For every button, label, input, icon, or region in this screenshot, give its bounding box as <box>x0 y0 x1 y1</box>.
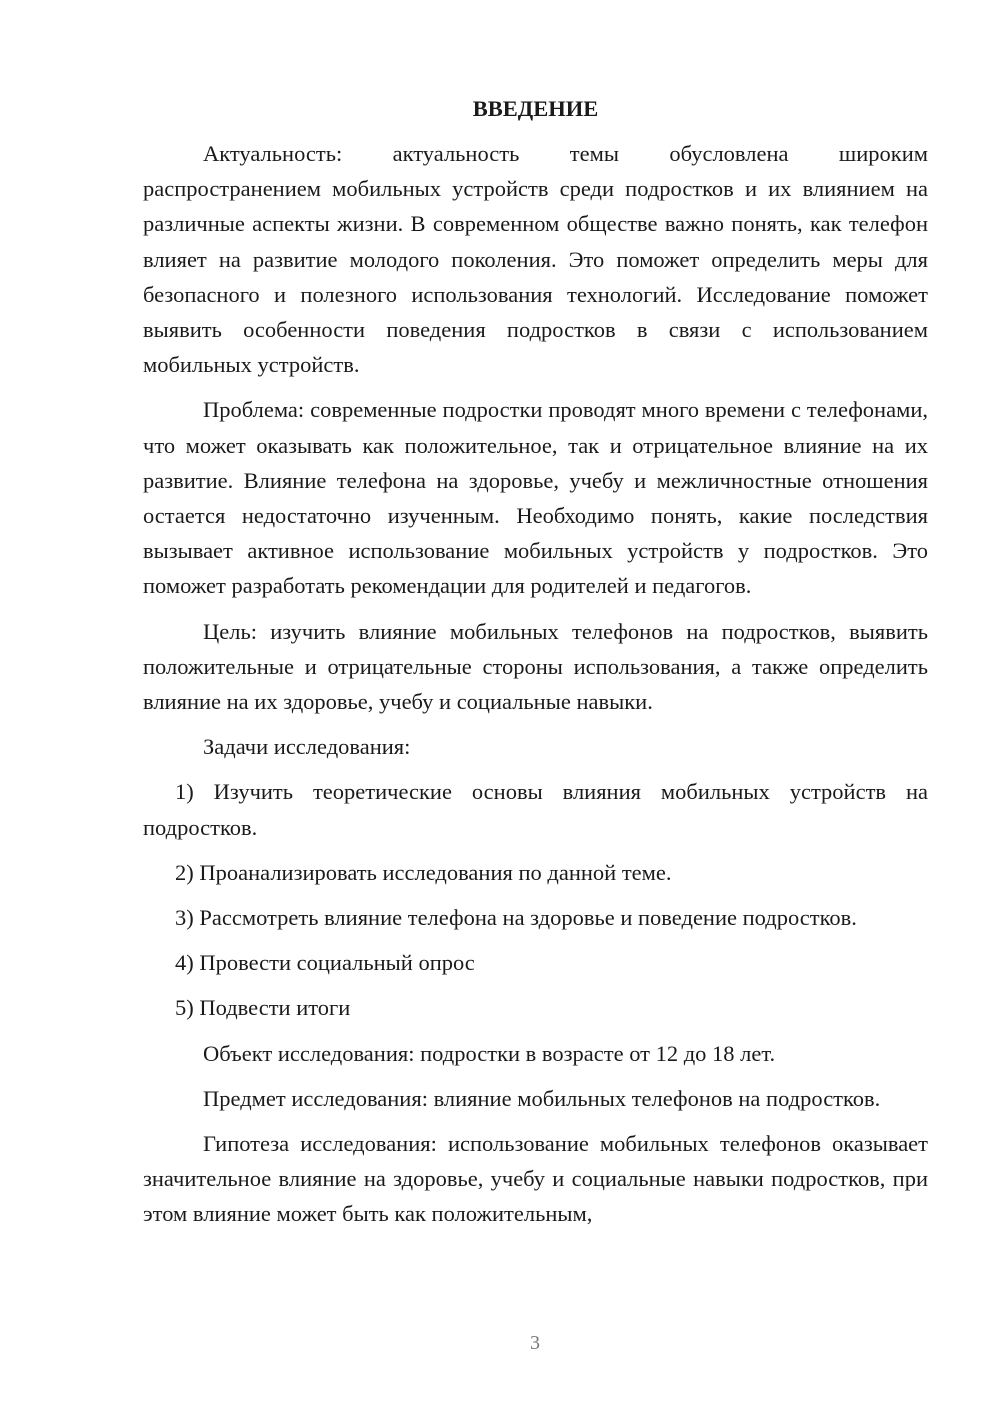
document-page <box>143 92 928 1242</box>
paragraph-object: Объект исследования: подростки в возрасте от 12 до 18 лет. <box>203 1040 776 1066</box>
paragraph-problem: Проблема: современные подростки проводят много времени с телефонами, что может оказывать как положительное, так и отрицательное влияние на их развитие. Влияние телефона на здоровье, учебу и межличностные отношения остается недостаточно изученным. Необходимо понять, какие последствия вызывает активное использование мобильных устройств у подростков. Это поможет разработать рекомендации для родителей и педагогов. <box>143 397 928 599</box>
task-item: 1) Изучить теоретические основы влияния мобильных устройств на подростков. <box>143 779 928 840</box>
paragraph-goal: Цель: изучить влияние мобильных телефонов на подростков, выявить положительные и отрицательные стороны использования, а также определить влияние на их здоровье, учебу и социальные навыки. <box>143 618 928 715</box>
tasks-title: Задачи исследования: <box>203 734 411 760</box>
task-item: 5) Подвести итоги <box>175 995 351 1021</box>
task-item: 2) Проанализировать исследования по данной теме. <box>175 859 672 885</box>
section-heading: ВВЕДЕНИЕ <box>472 96 599 121</box>
page-number: 3 <box>530 1332 540 1354</box>
paragraph-subject: Предмет исследования: влияние мобильных телефонов на подростков. <box>203 1085 881 1111</box>
paragraph-relevance: Актуальность: актуальность темы обусловлена широким распространением мобильных устройств среди подростков и их влиянием на различные аспекты жизни. В современном обществе важно понять, как телефон влияет на развитие молодого поколения. Это поможет определить меры для безопасного и полезного использования технологий. Исследование поможет выявить особенности поведения подростков в связи с использованием мобильных устройств. <box>143 141 928 378</box>
task-item: 3) Рассмотреть влияние телефона на здоровье и поведение подростков. <box>175 905 857 931</box>
task-item: 4) Провести социальный опрос <box>175 950 475 976</box>
paragraph-hypothesis: Гипотеза исследования: использование мобильных телефонов оказывает значительное влияние на здоровье, учебу и социальные навыки подростков, при этом влияние может быть как положительным, <box>143 1131 928 1227</box>
